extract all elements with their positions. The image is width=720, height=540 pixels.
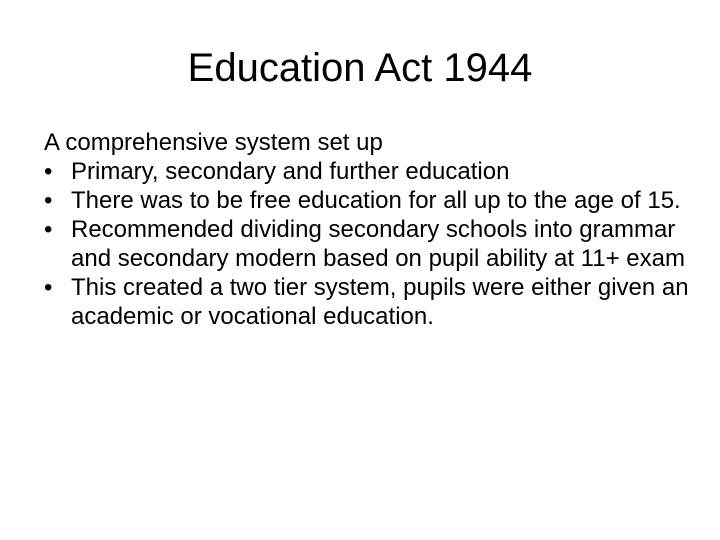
intro-text: A comprehensive system set up [44,129,383,156]
bullet-marker: • [44,158,53,185]
bullet-marker: • [44,216,53,243]
bullet-item [44,157,694,186]
bullet-marker: • [44,274,53,301]
bullet-item [44,273,694,331]
bullet-text: This created a two tier system, pupils were either given an academic or vocational education. [71,274,689,330]
slide-title: Education Act 1944 [187,46,533,90]
bullet-text: Primary, secondary and further education [71,158,510,185]
bullet-text: Recommended dividing secondary schools into grammar and secondary modern based on pupil ability at 11+ exam [71,216,685,272]
bullet-list [44,157,694,331]
bullet-item [44,186,694,215]
slide-body [44,128,694,331]
bullet-item [44,215,694,273]
bullet-text: There was to be free education for all up to the age of 15. [71,187,681,214]
bullet-marker: • [44,187,53,214]
